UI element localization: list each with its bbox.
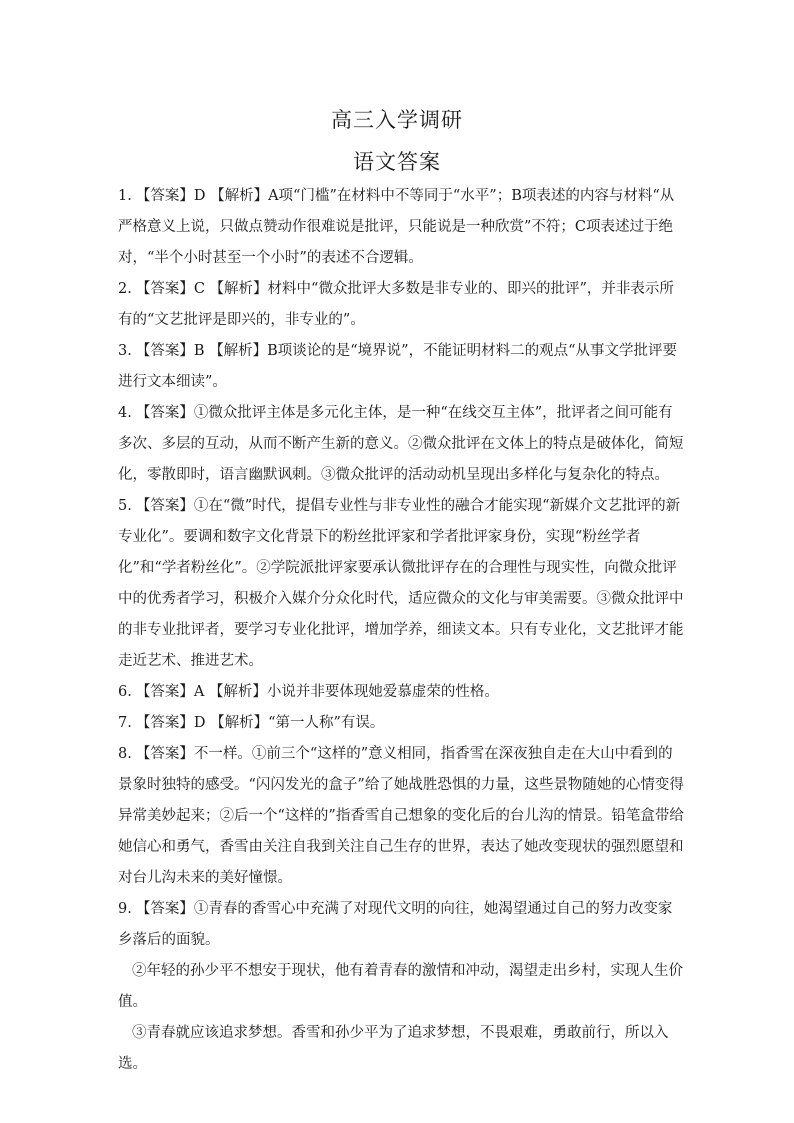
answer-number: 1. (118, 188, 132, 204)
answer-item-3 (118, 336, 684, 398)
answer-item-5 (118, 491, 684, 677)
answer-item-7 (118, 708, 684, 739)
answer-text: 【答案】①青春的香雪心中充满了对现代文明的向往，她渴望通过自己的努力改变家乡落后的面貌。 (118, 901, 673, 948)
answer-text: 【答案】B 【解析】B项谈论的是“境界说”，不能证明材料二的观点“从事文学批评要进行文本细读”。 (118, 343, 677, 390)
answer-number: 7. (118, 715, 132, 731)
answer-text: 【答案】C 【解析】材料中“微众批评大多数是非专业的、即兴的批评”，并非表示所有的“文艺批评是即兴的，非专业的”。 (118, 281, 674, 328)
answer-text: 【答案】A 【解析】小说并非要体现她爱慕虚荣的性格。 (135, 684, 499, 700)
answer-number: 3. (118, 343, 132, 359)
answer-item-9 (118, 894, 684, 956)
answer-text: 【答案】D 【解析】“第一人称”有误。 (135, 715, 385, 731)
answer-text: 【答案】①微众批评主体是多元化主体，是一种“在线交互主体”，批评者之间可能有多次、多层的互动，从而不断产生新的意义。②微众批评在文体上的特点是破体化，简短化，零散即时，语言幽默讽刺。③微众批评的活动动机呈现出多样化与复杂化的特点。 (118, 405, 684, 483)
answer-number: 5. (118, 498, 132, 514)
answer-number: 2. (118, 281, 132, 297)
answer-item-6 (118, 677, 684, 708)
answer-number: 4. (118, 405, 132, 421)
page-title: 高三入学调研 (331, 108, 463, 132)
answer-number: 6. (118, 684, 132, 700)
answer-item-8 (118, 739, 684, 894)
page-subtitle: 语文答案 (353, 150, 441, 174)
answer-number: 9. (118, 901, 132, 917)
answer-9-point-3: ③青春就应该追求梦想。香雪和孙少平为了追求梦想，不畏艰难，勇敢前行，所以入选。 (118, 1025, 669, 1072)
answer-item-2 (118, 274, 684, 336)
answer-item-4 (118, 398, 684, 491)
answer-text: 【答案】D 【解析】A项“门槛”在材料中不等同于“水平”；B项表述的内容与材料“从严格意义上说，只做点赞动作很难说是批评，只能说是一种欣赏”不符；C项表述过于绝对，“半个小时甚至一个小时”的表述不合逻辑。 (118, 188, 675, 266)
answer-list (118, 181, 684, 1080)
answer-item-1 (118, 181, 684, 274)
answer-number: 8. (118, 746, 132, 762)
answer-text: 【答案】不一样。①前三个“这样的”意义相同，指香雪在深夜独自走在大山中看到的景象时独特的感受。“闪闪发光的盒子”给了她战胜恐惧的力量，这些景物随她的心情变得异常美妙起来；②后一个“这样的”指香雪自己想象的变化后的台儿沟的情景。铅笔盒带给她信心和勇气，香雪由关注自我到关注自己生存的世界，表达了她改变现状的强烈愿望和对台儿沟未来的美好憧憬。 (118, 746, 684, 886)
answer-9-point-2: ②年轻的孙少平不想安于现状，他有着青春的激情和冲动，渴望走出乡村，实现人生价值。 (118, 963, 683, 1010)
answer-text: 【答案】①在“微”时代，提倡专业性与非专业性的融合才能实现“新媒介文艺批评的新专业化”。要调和数字文化背景下的粉丝批评家和学者批评家身份，实现“粉丝学者化”和“学者粉丝化”。②学院派批评家要承认微批评存在的合理性与现实性，向微众批评中的优秀者学习，积极介入媒介分众化时代，适应微众的文化与审美需要。③微众批评中的非专业批评者，要学习专业化批评，增加学养，细读文本。只有专业化，文艺批评才能走近艺术、推进艺术。 (118, 498, 684, 669)
